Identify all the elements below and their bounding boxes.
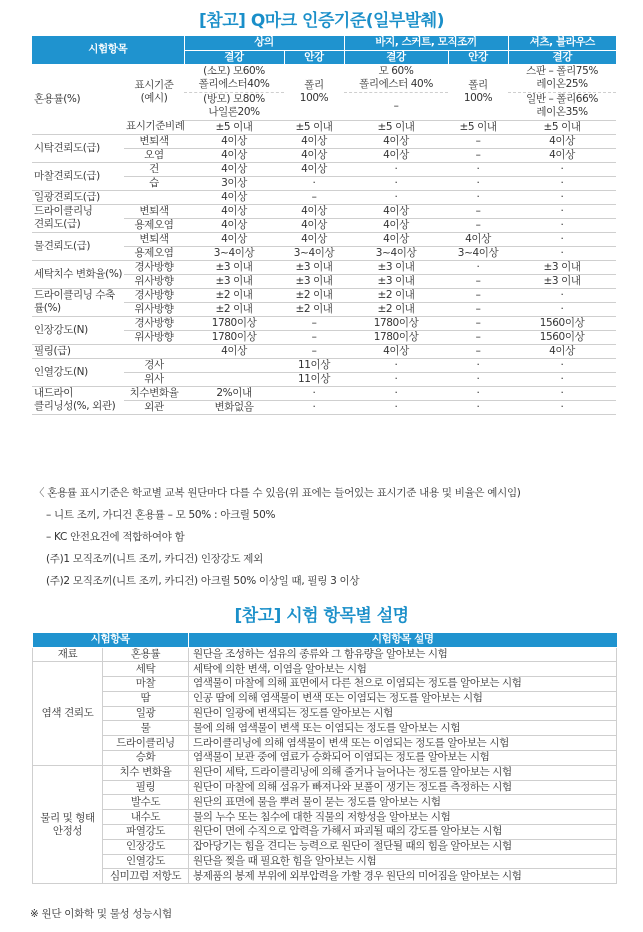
section-title: [참고] 시험 항목별 설명 <box>234 606 409 626</box>
header-top: 상의 <box>184 36 344 50</box>
cell: ±2 이내 <box>184 288 284 302</box>
cell: 3~4이상 <box>448 246 508 260</box>
cell: · <box>448 162 508 176</box>
test-item-description: 잡아당기는 힘을 견디는 능력으로 원단이 절단될 때의 힘을 알아보는 시험 <box>189 839 617 854</box>
cell: 4이상 <box>184 134 284 148</box>
cell: – <box>448 204 508 218</box>
cell: · <box>508 288 616 302</box>
test-item-description: 세탁에 의한 변색, 이염을 알아보는 시험 <box>189 662 617 677</box>
mix-top-woven-a: (소모) 모60% 폴리에스터40% <box>184 64 284 92</box>
cell: ±5 이내 <box>184 120 284 134</box>
test-item-name: 필링 <box>103 780 189 795</box>
header-bottom: 바지, 스커트, 모직조끼 <box>344 36 508 50</box>
cell: · <box>508 302 616 316</box>
desc-row <box>33 677 617 692</box>
test-item-name: 치수 변화율 <box>103 765 189 780</box>
cell: – <box>448 316 508 330</box>
cell: · <box>508 400 616 414</box>
cell: · <box>448 176 508 190</box>
cell: 4이상 <box>344 134 448 148</box>
cell: ±5 이내 <box>448 120 508 134</box>
cell: 4이상 <box>184 218 284 232</box>
test-item-description: 원단이 면에 수직으로 압력을 가해서 파괴될 때의 강도를 알아보는 시험 <box>189 825 617 840</box>
standard-row <box>32 358 616 372</box>
cell: 4이상 <box>344 204 448 218</box>
desc-row <box>33 751 617 766</box>
standard-row <box>32 232 616 246</box>
header-knit: 안강 <box>448 50 508 64</box>
row-sub-label: 치수변화율 <box>124 386 184 400</box>
test-item-name: 심미끄럼 저항도 <box>103 869 189 884</box>
cell: – <box>448 134 508 148</box>
footnote: ※ 원단 이화학 및 물성 성능시험 <box>30 908 172 920</box>
cell: 1780이상 <box>344 330 448 344</box>
row-sub-label: 건 <box>124 162 184 176</box>
standard-row <box>32 344 616 358</box>
cell: · <box>508 190 616 204</box>
test-item-description: 인공 땀에 의해 염색물이 변색 또는 이염되는 정도를 알아보는 시험 <box>189 691 617 706</box>
desc-row <box>33 662 617 677</box>
desc-row <box>33 795 617 810</box>
cell: 4이상 <box>344 148 448 162</box>
standard-row <box>32 204 616 218</box>
mix-top-woven-b: (방모) 모80% 나일론20% <box>184 92 284 120</box>
header-knit: 안강 <box>284 50 344 64</box>
cell: · <box>448 358 508 372</box>
mix-ratio-label: 표시기준비례 <box>126 120 185 133</box>
test-item-description: 염색물이 보관 중에 염료가 승화되어 이염되는 정도를 알아보는 시험 <box>189 751 617 766</box>
standard-row <box>32 190 616 204</box>
note: – KC 안전요건에 적합하여야 함 <box>46 531 185 543</box>
mix-top-knit: 폴리 100% <box>284 64 344 120</box>
test-item-description: 원단을 조성하는 섬유의 종류와 그 함유량을 알아보는 시험 <box>189 647 617 662</box>
cell: · <box>344 400 448 414</box>
cell: · <box>448 190 508 204</box>
cell: 11이상 <box>284 372 344 386</box>
cell: 2%이내 <box>184 386 284 400</box>
cell: 4이상 <box>344 218 448 232</box>
mix-shirt-b: 일반 – 폴리66% 레이온35% <box>508 92 616 120</box>
row-sub-label: 외관 <box>124 400 184 414</box>
cell: 4이상 <box>284 218 344 232</box>
cell: ±2 이내 <box>284 288 344 302</box>
cell: 4이상 <box>344 344 448 358</box>
header-woven: 결강 <box>508 50 616 64</box>
cell: 1780이상 <box>344 316 448 330</box>
header-shirt: 셔츠, 블라우스 <box>508 36 616 50</box>
cell: · <box>508 176 616 190</box>
cell: · <box>344 372 448 386</box>
standard-row <box>32 288 616 302</box>
cell: · <box>508 372 616 386</box>
cell: 4이상 <box>184 162 284 176</box>
cell: 4이상 <box>184 344 284 358</box>
cell: · <box>448 400 508 414</box>
cell: ±2 이내 <box>184 302 284 316</box>
cell: · <box>344 386 448 400</box>
cell: · <box>448 260 508 274</box>
row-group-label: 필링(급) <box>32 344 124 358</box>
row-group-label: 내드라이 클리닝성(%, 외관) <box>32 386 124 414</box>
category-label: 물리 및 형태 안정성 <box>33 765 103 883</box>
cell: · <box>284 176 344 190</box>
certification-standards-table <box>32 36 616 415</box>
desc-header-desc: 시험항목 설명 <box>189 633 617 647</box>
test-item-description-table <box>32 633 617 884</box>
note: (주)2 모직조끼(니트 조끼, 카디건) 아크릴 50% 이상일 때, 필링 3 이상 <box>46 575 360 587</box>
cell: 1780이상 <box>184 316 284 330</box>
cell: 1780이상 <box>184 330 284 344</box>
row-sub-label: 위사 <box>124 372 184 386</box>
row-sub-label: 경사방향 <box>124 316 184 330</box>
test-item-name: 일광 <box>103 706 189 721</box>
desc-row <box>33 736 617 751</box>
cell: ±3 이내 <box>184 274 284 288</box>
cell: 3~4이상 <box>184 246 284 260</box>
mix-sub: 표시기준 (예시) <box>134 79 174 105</box>
cell: 4이상 <box>184 232 284 246</box>
test-item-name: 세탁 <box>103 662 189 677</box>
row-sub-label: 경사방향 <box>124 288 184 302</box>
standard-row <box>32 260 616 274</box>
cell: · <box>284 400 344 414</box>
desc-row <box>33 780 617 795</box>
cell: – <box>448 218 508 232</box>
desc-row <box>33 706 617 721</box>
desc-row <box>33 647 617 662</box>
test-item-name: 땀 <box>103 691 189 706</box>
cell: 3이상 <box>184 176 284 190</box>
cell: ±3 이내 <box>508 260 616 274</box>
cell: – <box>448 148 508 162</box>
header-item: 시험항목 <box>32 36 184 64</box>
mix-bottom-knit: 폴리 100% <box>448 64 508 120</box>
test-item-name: 마찰 <box>103 677 189 692</box>
category-label: 재료 <box>33 647 103 662</box>
standard-row <box>32 162 616 176</box>
cell: 4이상 <box>508 344 616 358</box>
cell: · <box>448 386 508 400</box>
row-sub-label: 위사방향 <box>124 274 184 288</box>
cell: – <box>284 190 344 204</box>
header-woven: 결강 <box>344 50 448 64</box>
cell: – <box>284 344 344 358</box>
row-group-label: 물견뢰도(급) <box>32 232 124 260</box>
row-group-label: 인열강도(N) <box>32 358 124 386</box>
desc-header-item: 시험항목 <box>33 633 189 647</box>
cell: · <box>508 232 616 246</box>
row-sub-label: 오염 <box>124 148 184 162</box>
test-item-name: 인장강도 <box>103 839 189 854</box>
cell: 3~4이상 <box>284 246 344 260</box>
cell: 4이상 <box>284 204 344 218</box>
cell: 4이상 <box>508 148 616 162</box>
test-item-description: 원단이 마찰에 의해 섬유가 빠져나와 보풀이 생기는 정도를 측정하는 시험 <box>189 780 617 795</box>
header-woven: 결강 <box>184 50 284 64</box>
cell: · <box>344 358 448 372</box>
standard-row <box>32 134 616 148</box>
test-item-name: 발수도 <box>103 795 189 810</box>
cell: · <box>508 204 616 218</box>
test-item-name: 혼용률 <box>103 647 189 662</box>
cell <box>184 358 284 372</box>
test-item-description: 원단이 일광에 변색되는 정도를 알아보는 시험 <box>189 706 617 721</box>
cell: · <box>284 386 344 400</box>
cell: 3~4이상 <box>344 246 448 260</box>
page-title: [참고] Q마크 인증기준(일부발췌) <box>199 11 444 31</box>
cell: – <box>448 330 508 344</box>
cell: ±3 이내 <box>344 260 448 274</box>
note: 〈 혼용률 표시기준은 학교별 교복 원단마다 다를 수 있음(위 표에는 들어있는 표시기준 내용 및 비율은 예시임) <box>34 487 521 499</box>
test-item-description: 염색물이 마찰에 의해 표면에서 다른 천으로 이염되는 정도를 알아보는 시험 <box>189 677 617 692</box>
row-sub-label: 용제오염 <box>124 246 184 260</box>
test-item-description: 물에 의해 염색물이 변색 또는 이염되는 정도를 알아보는 시험 <box>189 721 617 736</box>
cell: 4이상 <box>284 232 344 246</box>
test-item-name: 내수도 <box>103 810 189 825</box>
cell: ±3 이내 <box>508 274 616 288</box>
row-group-label: 인장강도(N) <box>32 316 124 344</box>
cell: ±3 이내 <box>344 274 448 288</box>
cell: 변화없음 <box>184 400 284 414</box>
cell: · <box>344 190 448 204</box>
cell: 1560이상 <box>508 316 616 330</box>
row-group-label: 일광견뢰도(급) <box>32 190 124 204</box>
cell: ±5 이내 <box>344 120 448 134</box>
cell: ±2 이내 <box>344 302 448 316</box>
cell: ±2 이내 <box>284 302 344 316</box>
cell: – <box>448 344 508 358</box>
test-item-name: 인열강도 <box>103 854 189 869</box>
desc-row <box>33 869 617 884</box>
row-group-label: 세탁치수 변화율(%) <box>32 260 124 288</box>
test-item-name: 드라이클리닝 <box>103 736 189 751</box>
cell: 11이상 <box>284 358 344 372</box>
cell: – <box>284 316 344 330</box>
row-group-label: 시탁견뢰도(급) <box>32 134 124 162</box>
note: (주)1 모직조끼(니트 조끼, 카디건) 인장강도 제외 <box>46 553 263 565</box>
cell: · <box>508 358 616 372</box>
row-sub-label: 용제오염 <box>124 218 184 232</box>
row-sub-label <box>124 344 184 358</box>
standard-row <box>32 316 616 330</box>
note: – 니트 조끼, 가디건 혼용률 – 모 50% : 아크릴 50% <box>46 509 276 521</box>
test-item-name: 파열강도 <box>103 825 189 840</box>
row-sub-label: 습 <box>124 176 184 190</box>
test-item-description: 원단이 세탁, 드라이클리닝에 의해 줄거나 늘어나는 정도를 알아보는 시험 <box>189 765 617 780</box>
cell: ±3 이내 <box>284 274 344 288</box>
cell: · <box>508 246 616 260</box>
cell: ±2 이내 <box>344 288 448 302</box>
desc-row <box>33 810 617 825</box>
row-sub-label: 변퇴색 <box>124 232 184 246</box>
cell: · <box>508 162 616 176</box>
cell: – <box>448 302 508 316</box>
cell: · <box>508 218 616 232</box>
cell: – <box>284 330 344 344</box>
cell: 4이상 <box>184 148 284 162</box>
cell: 4이상 <box>184 204 284 218</box>
row-sub-label: 변퇴색 <box>124 204 184 218</box>
cell: · <box>448 372 508 386</box>
cell: – <box>448 274 508 288</box>
desc-row <box>33 691 617 706</box>
row-sub-label: 경사 <box>124 358 184 372</box>
cell: 4이상 <box>184 190 284 204</box>
cell: 4이상 <box>284 148 344 162</box>
cell: 4이상 <box>344 232 448 246</box>
desc-row <box>33 765 617 780</box>
row-sub-label: 경사방향 <box>124 260 184 274</box>
test-item-name: 승화 <box>103 751 189 766</box>
cell: 4이상 <box>448 232 508 246</box>
cell: 4이상 <box>284 134 344 148</box>
test-item-name: 물 <box>103 721 189 736</box>
cell: ±5 이내 <box>508 120 616 134</box>
mix-bottom-woven-a: 모 60% 폴리에스터 40% <box>344 64 448 92</box>
test-item-description: 원단을 찢을 때 필요한 힘을 알아보는 시험 <box>189 854 617 869</box>
mix-label: 혼용률(%) <box>32 64 124 134</box>
cell: · <box>344 162 448 176</box>
cell <box>184 372 284 386</box>
cell: · <box>344 176 448 190</box>
desc-row <box>33 854 617 869</box>
standard-row <box>32 386 616 400</box>
mix-shirt-a: 스판 – 폴리75% 레이온25% <box>508 64 616 92</box>
cell: ±3 이내 <box>284 260 344 274</box>
cell: – <box>448 288 508 302</box>
desc-row <box>33 721 617 736</box>
row-group-label: 드라이클리닝 수축 률(%) <box>32 288 124 316</box>
test-item-description: 원단의 표면에 물을 뿌려 물이 묻는 정도를 알아보는 시험 <box>189 795 617 810</box>
category-label: 염색 견뢰도 <box>33 662 103 766</box>
test-item-description: 봉제품의 봉제 부위에 외부압력을 가할 경우 원단의 미어짐을 알아보는 시험 <box>189 869 617 884</box>
cell: 1560이상 <box>508 330 616 344</box>
row-group-label: 마찰견뢰도(급) <box>32 162 124 190</box>
test-item-description: 드라이클리닝에 의해 염색물이 변색 또는 이염되는 정도를 알아보는 시험 <box>189 736 617 751</box>
cell: 4이상 <box>508 134 616 148</box>
row-sub-label: 위사방향 <box>124 302 184 316</box>
cell: ±3 이내 <box>184 260 284 274</box>
cell: · <box>508 386 616 400</box>
notes <box>34 482 521 592</box>
cell: 4이상 <box>284 162 344 176</box>
test-item-description: 물의 누수 또는 침수에 대한 직물의 저항성을 알아보는 시험 <box>189 810 617 825</box>
row-sub-label: 위사방향 <box>124 330 184 344</box>
mix-bottom-woven-b: – <box>344 92 448 120</box>
cell: ±5 이내 <box>284 120 344 134</box>
row-sub-label <box>124 190 184 204</box>
row-sub-label: 변퇴색 <box>124 134 184 148</box>
desc-row <box>33 839 617 854</box>
desc-row <box>33 825 617 840</box>
row-group-label: 드라이클리닝 견뢰도(급) <box>32 204 124 232</box>
